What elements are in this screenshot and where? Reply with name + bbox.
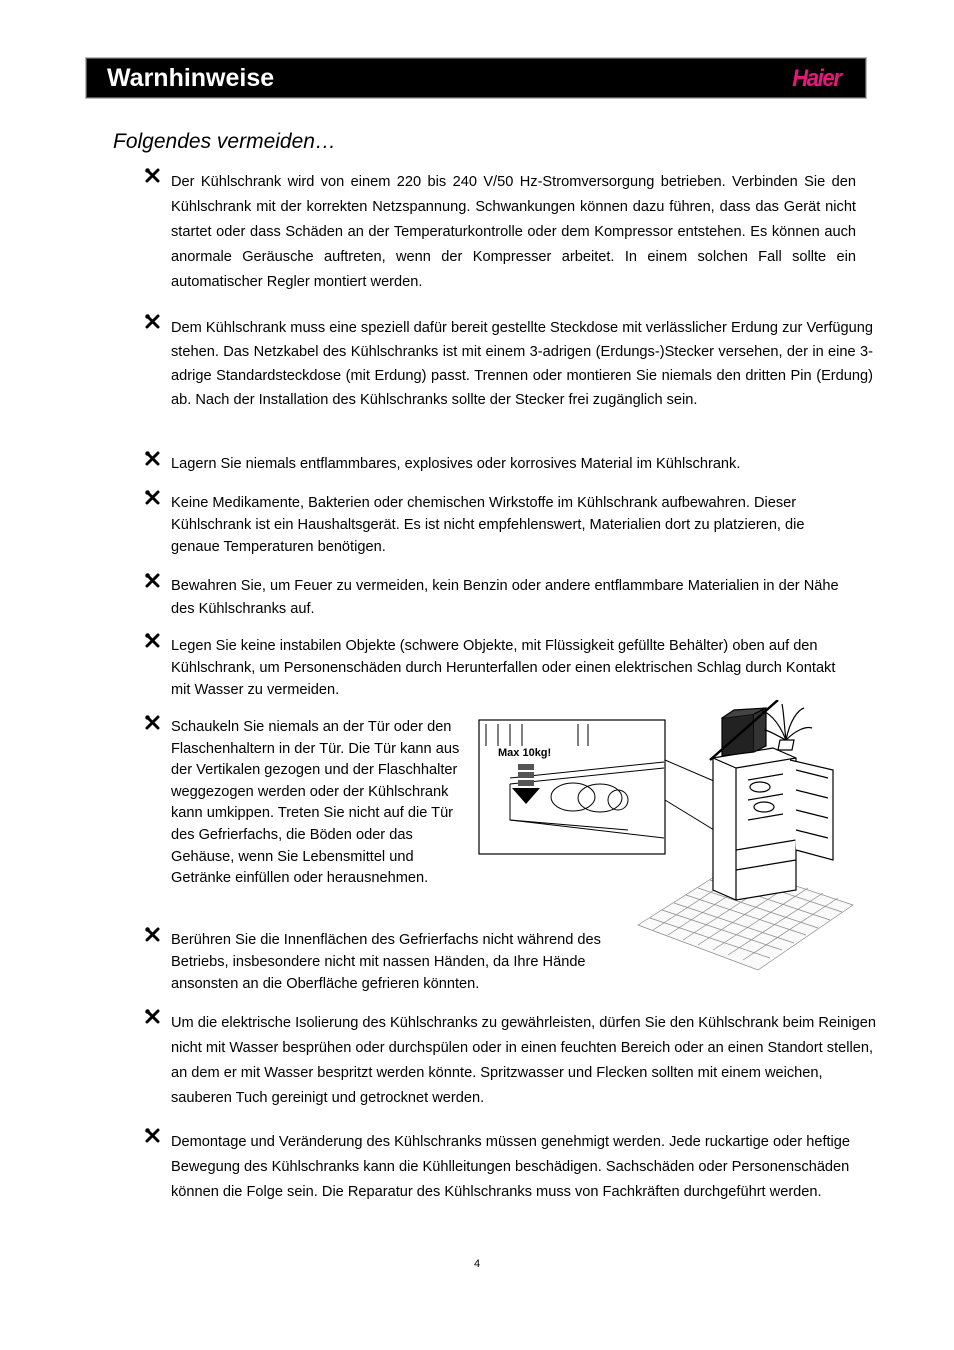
warning-text: Lagern Sie niemals entflammbares, explosives oder korrosives Material im Kühlschrank. <box>171 456 741 472</box>
warning-text: Der Kühlschrank wird von einem 220 bis 240 V/50 Hz-Stromversorgung betrieben. Verbinden Sie den Kühlschrank mit der korrekten Netzspannung. Schwankungen können dazu führen, dass das Gerät nicht startet oder dass Schäden an der Temperaturkontrolle oder dem Kompressor entstehen. Es können auch anormale Geräusche auftreten, wenn der Kompresser arbeitet. In einem solchen Fall sollte ein automatischer Regler montiert werden. <box>171 174 856 290</box>
warning-text: Dem Kühlschrank muss eine speziell dafür bereit gestellte Steckdose mit verlässlicher Erdung zur Verfügung stehen. Das Netzkabel des Kühlschranks ist mit einem 3-adrigen (Erdungs-)Stecker versehen, der in eine 3-adrige Standardsteckdose (mit Erdung) passt. Trennen oder montieren Sie niemals den dritten Pin (Erdung) ab. Nach der Installation des Kühlschranks sollte der Stecker frei zugänglich sein. <box>171 320 873 408</box>
fridge-illustration <box>478 700 858 972</box>
section-title: Folgendes vermeiden… <box>113 130 336 153</box>
warning-text: Legen Sie keine instabilen Objekte (schwere Objekte, mit Flüssigkeit gefüllte Behälter) oben auf den Kühlschrank, um Personenschäden durch Herunterfallen oder einen elektrischen Schlag durch Kontakt mit Wasser zu vermeiden. <box>171 638 836 698</box>
page-number: 4 <box>473 1258 481 1270</box>
cross-mark-icon <box>143 166 163 186</box>
cross-mark-icon <box>143 925 163 945</box>
warning-text: Berühren Sie die Innenflächen des Gefrierfachs nicht während des Betriebs, insbesondere nicht mit nassen Händen, da Ihre Hände ansonsten an die Oberfläche gefrieren könnten. <box>171 932 601 992</box>
plant-on-top-graphic <box>722 704 812 756</box>
warning-text: Demontage und Veränderung des Kühlschranks müssen genehmigt werden. Jede ruckartige oder heftige Bewegung des Kühlschranks kann die Kühlleitungen beschädigen. Sachschäden oder Personenschäden können die Folge sein. Die Reparatur des Kühlschranks muss von Fachkräften durchgeführt werden. <box>171 1134 851 1200</box>
cross-mark-icon <box>143 449 163 469</box>
warning-text: Um die elektrische Isolierung des Kühlschranks zu gewährleisten, dürfen Sie den Kühlschrank beim Reinigen nicht mit Wasser besprühen oder durchspülen oder in einen feuchten Bereich oder an einen Standort stellen, an dem er mit Wasser bespritzt werden könnte. Spritzwasser und Flecken sollten mit einem weichen, sauberen Tuch gereinigt und getrocknet werden. <box>171 1015 876 1106</box>
page-title: Warnhinweise <box>107 64 275 92</box>
max-load-label: Max 10kg! <box>498 747 552 759</box>
cross-mark-icon <box>143 1126 163 1146</box>
cross-mark-icon <box>143 713 163 733</box>
cross-mark-icon <box>143 1007 163 1027</box>
warning-text: Schaukeln Sie niemals an der Tür oder den Flaschenhaltern in der Tür. Die Tür kann aus der Vertikalen gezogen und der Flaschhalter weggezogen werden oder der Kühlschrank kann umkippen. Treten Sie nicht auf die Tür des Gefrierfachs, die Böden oder das Gehäuse, wenn Sie Lebensmittel und Getränke einfüllen oder herausnehmen. <box>171 719 460 887</box>
fridge-body-graphic <box>713 748 833 900</box>
header-bar <box>86 58 866 98</box>
cross-mark-icon <box>143 312 163 332</box>
warning-text: Keine Medikamente, Bakterien oder chemischen Wirkstoffe im Kühlschrank aufbewahren. Dieser Kühlschrank ist ein Haushaltsgerät. Es ist nicht empfehlenswert, Materialien dort zu platzieren, die genaue Temperaturen benötigen. <box>171 495 805 555</box>
cross-mark-icon <box>143 488 163 508</box>
brand-logo: Haier <box>792 65 841 92</box>
cross-mark-icon <box>143 631 163 651</box>
shelf-detail-box <box>479 720 665 854</box>
cross-mark-icon <box>143 571 163 591</box>
warning-text: Bewahren Sie, um Feuer zu vermeiden, kein Benzin oder andere entflammbare Materialien in der Nähe des Kühlschranks auf. <box>171 578 839 617</box>
